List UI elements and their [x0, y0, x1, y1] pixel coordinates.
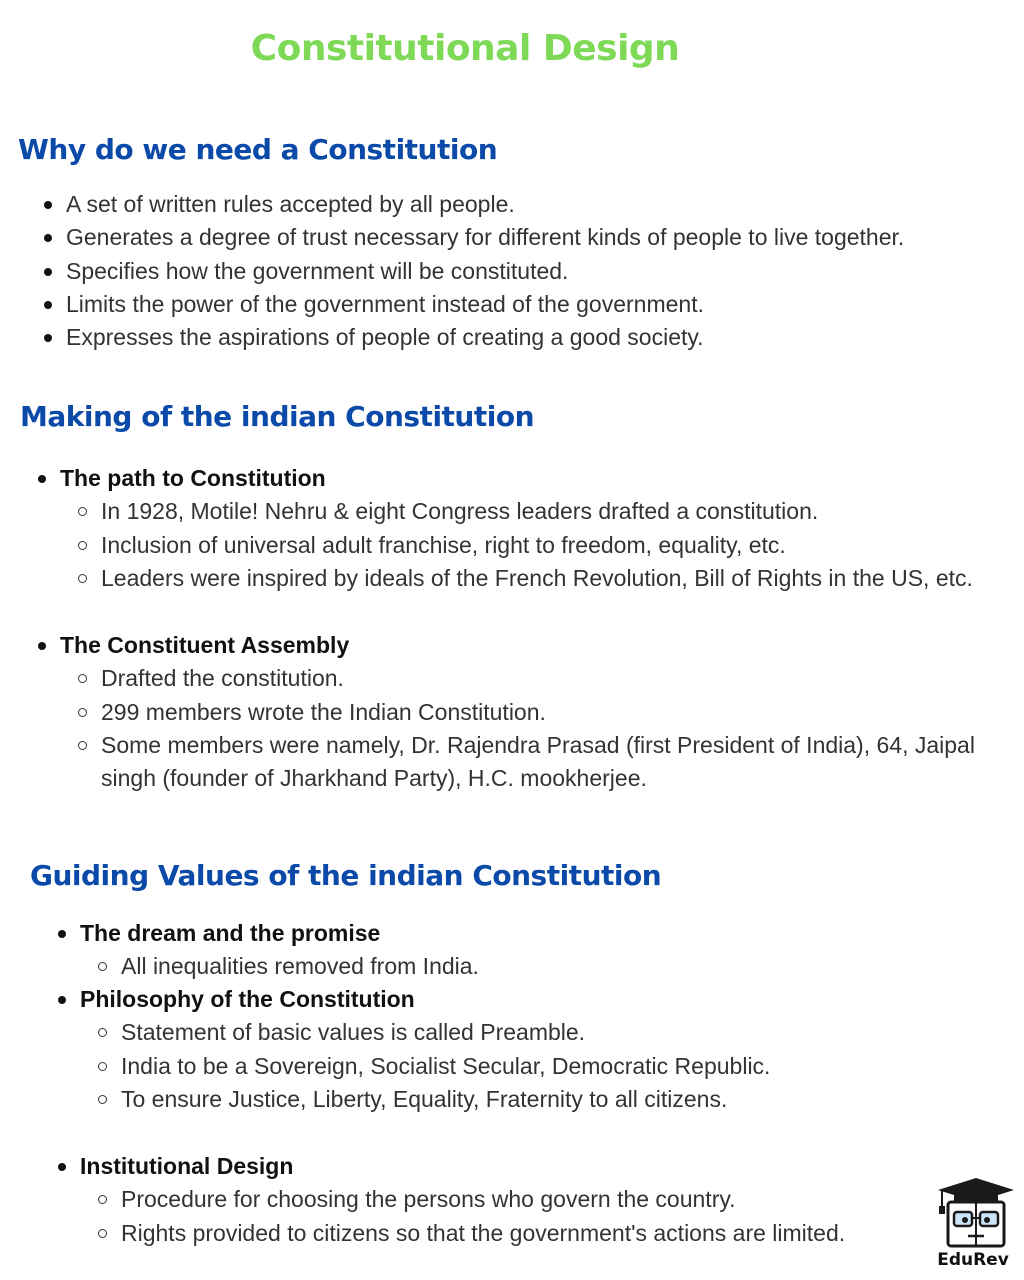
- group-constituent-assembly: [38, 629, 1001, 795]
- group-path-to-constitution: [38, 462, 973, 595]
- sub-list-item: Leaders were inspired by ideals of the French Revolution, Bill of Rights in the US, etc.: [78, 562, 973, 595]
- list-item: A set of written rules accepted by all people.: [44, 188, 904, 221]
- sub-list-item: Procedure for choosing the persons who govern the country.: [98, 1183, 845, 1216]
- sub-list: [98, 1016, 770, 1116]
- list-item: Expresses the aspirations of people of creating a good society.: [44, 321, 904, 354]
- sub-list-item: Rights provided to citizens so that the government's actions are limited.: [98, 1217, 845, 1250]
- sub-list-item: Statement of basic values is called Preamble.: [98, 1016, 770, 1049]
- sub-list-item: To ensure Justice, Liberty, Equality, Fraternity to all citizens.: [98, 1083, 770, 1116]
- why-list: [44, 188, 904, 354]
- list-item: Limits the power of the government instead of the government.: [44, 288, 904, 321]
- sub-list-item: India to be a Sovereign, Socialist Secular, Democratic Republic.: [98, 1050, 770, 1083]
- sub-list: [78, 495, 973, 595]
- sub-list: [98, 950, 479, 983]
- group-title: Institutional Design: [58, 1150, 845, 1183]
- section-heading-making: Making of the indian Constitution: [20, 400, 535, 433]
- list-item: Specifies how the government will be constituted.: [44, 255, 904, 288]
- sub-list-item: Some members were namely, Dr. Rajendra Prasad (first President of India), 64, Jaipal singh (founder of Jharkhand Party), H.C. mookherjee.: [78, 729, 1001, 796]
- graduation-cap-mascot-icon: [930, 1172, 1016, 1252]
- list-item: Generates a degree of trust necessary for different kinds of people to live together.: [44, 221, 904, 254]
- group-title: The path to Constitution: [38, 462, 973, 495]
- logo-text: EduRev: [937, 1250, 1009, 1270]
- group-philosophy: [58, 983, 770, 1116]
- section-heading-guiding: Guiding Values of the indian Constitution: [30, 859, 662, 892]
- sub-list-item: Drafted the constitution.: [78, 662, 1001, 695]
- group-title: The Constituent Assembly: [38, 629, 1001, 662]
- sub-list-item: All inequalities removed from India.: [98, 950, 479, 983]
- sub-list: [78, 662, 1001, 795]
- section-heading-why: Why do we need a Constitution: [18, 133, 498, 166]
- group-dream-and-promise: [58, 917, 479, 984]
- group-institutional-design: [58, 1150, 845, 1250]
- sub-list-item: In 1928, Motile! Nehru & eight Congress leaders drafted a constitution.: [78, 495, 973, 528]
- page-title: Constitutional Design: [250, 28, 680, 69]
- edurev-logo[interactable]: [930, 1172, 1016, 1272]
- group-title: The dream and the promise: [58, 917, 479, 950]
- sub-list-item: 299 members wrote the Indian Constitution.: [78, 696, 1001, 729]
- group-title: Philosophy of the Constitution: [58, 983, 770, 1016]
- sub-list: [98, 1183, 845, 1250]
- sub-list-item: Inclusion of universal adult franchise, right to freedom, equality, etc.: [78, 529, 973, 562]
